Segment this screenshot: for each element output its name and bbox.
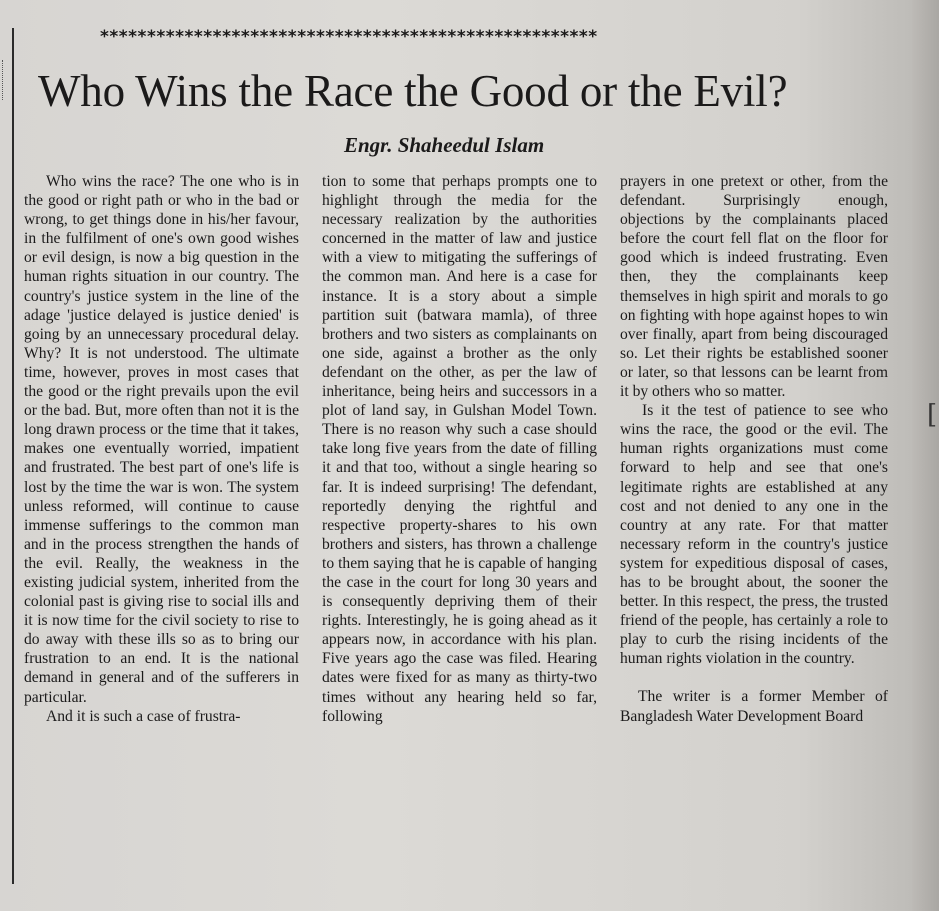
paragraph: Who wins the race? The one who is in the good or right path or who in the bad or wrong, to get things done in his/her favour, in the fulfilment of one's own good wishes or evil design, is now a big question in the human rights situation in our country. The country's justice system in the line of the adage 'justice delayed is justice denied' is going by an unnecessary procedural delay. Why? It is not understood. The ultimate time, however, proves in most cases that the good or the right prevails upon the evil or the bad. But, more often than not it is the long drawn process or the time that it takes, makes one eventually worried, impatient and frustrated. The best part of one's life is lost by the time the war is won. The system unless reformed, will continue to cause immense sufferings to the common man and in the process strengthen the hands of the evil. Really, the weakness in the existing judicial system, inherited from the colonial past is giving rise to social ills and it is now time for the civil society to rise to do away with these ills so as to bring our frustration to an end. It is the national demand in general and of the sufferers in particular. <box>24 173 299 706</box>
paragraph: And it is such a case of frustra- <box>46 707 241 725</box>
article-column-3 <box>620 172 888 882</box>
paragraph: Is it the test of patience to see who wins the race, the good or the evil. The human rights organizations must come forward to help and see that one's legitimate rights are established at any cost and not denied to any one in the country at any rate. For that matter necessary reform in the country's justice system for expeditious disposal of cases, has to be brought about, the sooner the better. In this respect, the press, the trusted friend of the people, has certainly a role to play to curb the rising incidents of the human rights violation in the country. <box>620 402 888 668</box>
paragraph: tion to some that perhaps prompts one to highlight through the media for the necessary realization by the authorities concerned in the matter of law and justice with a view to mitigating the sufferings of the common man. And here is a case for instance. It is a story about a simple partition suit (batwara mamla), of three brothers and two sisters as complainants on one side, against a brother as the only defendant on the other, as per the law of inheritance, being heirs and successors in a plot of land say, in Gulshan Model Town. There is no reason why such a case should take long five years from the date of filling it and that too, without a single hearing so far. It is indeed surprising! The defendant, reportedly denying the rightful and respective property-shares to his own brothers and sisters, has thrown a challenge to them saying that he is capable of hanging the case in the court for long 30 years and is consequently depriving them of their rights. Interestingly, he is going ahead as it appears now, in accordance with his plan. Five years ago the case was filed. Hearing dates were fixed for as many as thirty-two times without any hearing held so far, following <box>322 173 597 725</box>
author-note: The writer is a former Member of Bangladesh Water Development Board <box>620 688 888 725</box>
article-column-2 <box>322 172 597 882</box>
paragraph: prayers in one pretext or other, from the defendant. Surprisingly enough, objections by the complainants placed before the court fell flat on the floor for good which is indeed frustrating. Even then, they the complainants keep themselves in high spirit and morals to go on fighting with hope against hopes to win over finally, apart from being discouraged so. Let their rights be established sooner or later, so that lessons can be learnt from it by others who so matter. <box>620 173 888 401</box>
adjacent-page-edge <box>912 0 939 911</box>
edge-bracket-mark: [ <box>927 400 938 430</box>
article-byline: Engr. Shaheedul Islam <box>344 133 545 157</box>
page-edge-marks <box>2 60 11 100</box>
left-column-rule <box>12 28 14 884</box>
article-column-1 <box>24 172 299 882</box>
star-separator: ***************************************************** <box>100 27 598 47</box>
article-headline: Who Wins the Race the Good or the Evil? <box>38 66 788 116</box>
